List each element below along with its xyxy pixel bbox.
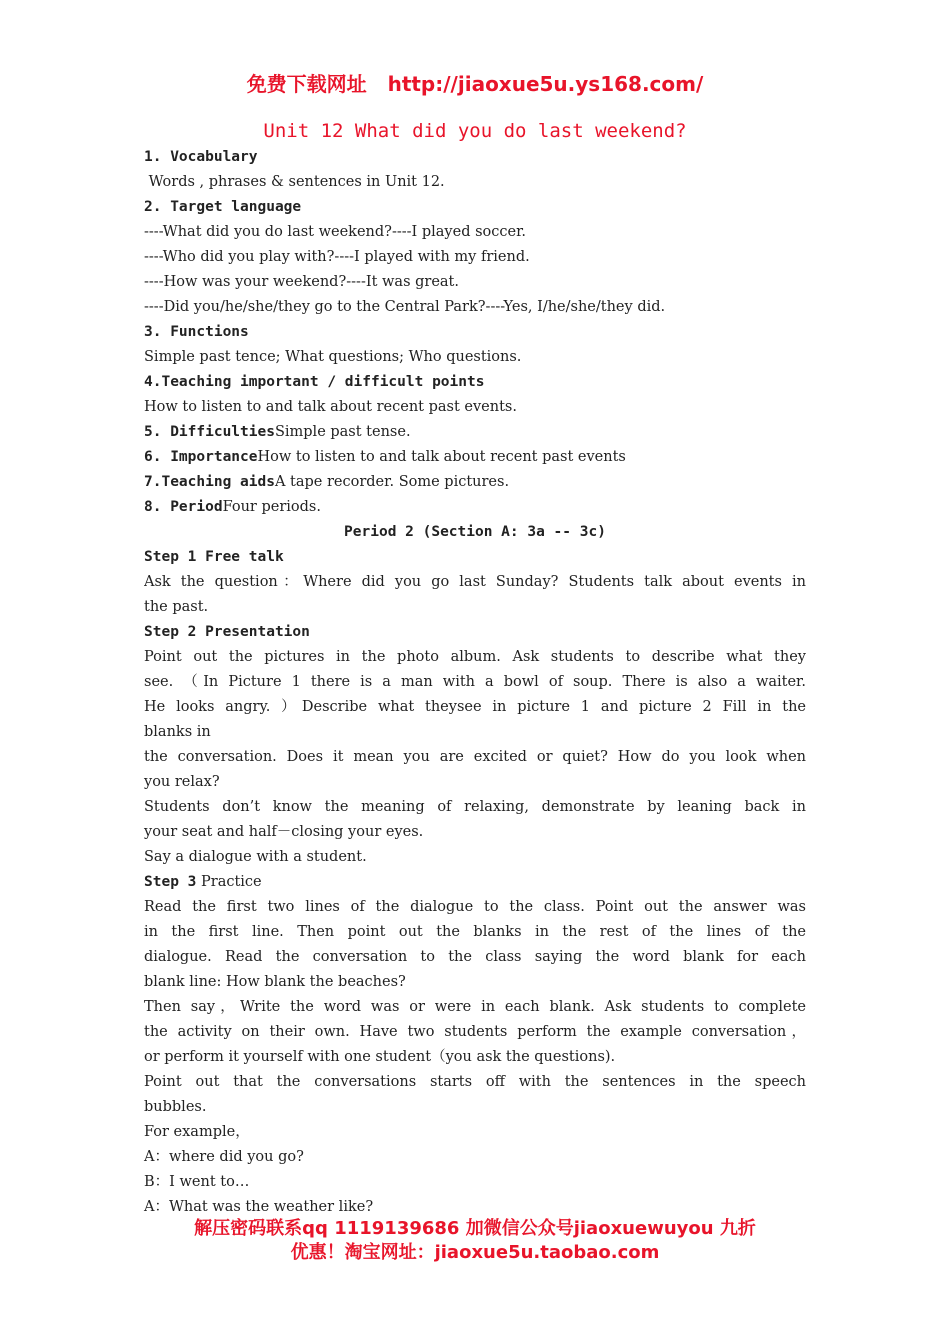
- section-functions-title: 3. Functions: [144, 324, 249, 340]
- step2-line: He looks angry. ）Describe what theysee in picture 1 and picture 2 Fill in the: [144, 699, 806, 715]
- target-answer: ----Yes, I/he/she/they did.: [485, 299, 666, 315]
- section-vocabulary-title: 1. Vocabulary: [144, 149, 258, 165]
- section-importance-text: How to listen to and talk about recent past events: [257, 449, 626, 465]
- target-answer: ----It was great.: [346, 274, 459, 290]
- step3-line: in the first line. Then point out the blanks in the rest of the lines of the: [144, 924, 806, 940]
- target-question: ----Who did you play with?: [144, 249, 335, 265]
- section-functions-text: Simple past tence; What questions; Who questions.: [144, 349, 522, 365]
- step2-line: your seat and half－closing your eyes.: [144, 824, 424, 840]
- step3-line: A：What was the weather like?: [144, 1199, 374, 1215]
- section-key-points-text: How to listen to and talk about recent past events.: [144, 399, 517, 415]
- step2-line: Students don’t know the meaning of relaxing, demonstrate by leaning back in: [144, 799, 806, 815]
- target-language-row: [144, 245, 806, 270]
- promo-footer-line2[interactable]: 优惠！淘宝网址：jiaoxue5u.taobao.com: [290, 1242, 660, 1263]
- step3-line: For example，: [144, 1124, 250, 1140]
- step3-line: bubbles.: [144, 1099, 207, 1115]
- step1-line: the past.: [144, 599, 209, 615]
- step3-label: Practice: [196, 874, 262, 890]
- step2-line: Say a dialogue with a student.: [144, 849, 367, 865]
- target-answer: ----I played soccer.: [391, 224, 527, 240]
- section-difficulties: [144, 420, 806, 445]
- target-language-row: [144, 270, 806, 295]
- download-banner[interactable]: 免费下载网址 http://jiaoxue5u.ys168.com/: [246, 72, 704, 96]
- section-importance: [144, 445, 806, 470]
- promo-footer-line1: 解压密码联系qq 1119139686 加微信公众号jiaoxuewuyou 九折: [194, 1218, 756, 1239]
- section-importance-title: 6. Importance: [144, 449, 258, 465]
- step3-line: the activity on their own. Have two students perform the example conversation，: [144, 1024, 806, 1040]
- step2-line: see. （In Picture 1 there is a man with a bowl of soup. There is also a waiter.: [144, 674, 806, 690]
- section-period-text: Four periods.: [222, 499, 321, 515]
- step1-line: Ask the question：Where did you go last Sunday? Students talk about events in: [144, 574, 806, 590]
- section-difficulties-text: Simple past tense.: [274, 424, 411, 440]
- section-teaching-aids-text: A tape recorder. Some pictures.: [274, 474, 510, 490]
- lesson-body: [144, 145, 806, 1220]
- section-target-language-title: 2. Target language: [144, 199, 302, 215]
- promo-footer: [0, 1217, 950, 1265]
- target-question: ----Did you/he/she/they go to the Central Park?: [144, 299, 486, 315]
- target-question: ----What did you do last weekend?: [144, 224, 392, 240]
- target-language-row: [144, 295, 806, 320]
- step3-line: dialogue. Read the conversation to the class saying the word blank for each: [144, 949, 806, 965]
- target-answer: ----I played with my friend.: [334, 249, 530, 265]
- section-difficulties-title: 5. Difficulties: [144, 424, 275, 440]
- section-period-title: 8. Period: [144, 499, 223, 515]
- unit-title: Unit 12 What did you do last weekend?: [263, 120, 687, 142]
- section-period: [144, 495, 806, 520]
- step3-line: or perform it yourself with one student（you ask the questions).: [144, 1049, 616, 1065]
- step2-line: you relax?: [144, 774, 220, 790]
- target-language-row: [144, 220, 806, 245]
- step3-line: Read the first two lines of the dialogue to the class. Point out the answer was: [144, 899, 806, 915]
- step3-heading: [144, 870, 806, 895]
- step2-line: Point out the pictures in the photo album. Ask students to describe what they: [144, 649, 806, 665]
- step1-title: Step 1 Free talk: [144, 549, 284, 565]
- period-heading: Period 2 (Section A: 3a -- 3c): [344, 524, 606, 540]
- step3-title: Step 3: [144, 874, 197, 890]
- section-teaching-aids: [144, 470, 806, 495]
- target-question: ----How was your weekend?: [144, 274, 347, 290]
- step2-line: the conversation. Does it mean you are excited or quiet? How do you look when: [144, 749, 806, 765]
- step3-line: A：where did you go?: [144, 1149, 304, 1165]
- section-vocabulary-text: Words , phrases & sentences in Unit 12.: [144, 174, 445, 190]
- step3-line: B：I went to…: [144, 1174, 250, 1190]
- step2-title: Step 2 Presentation: [144, 624, 310, 640]
- step3-line: Point out that the conversations starts off with the sentences in the speech: [144, 1074, 806, 1090]
- section-teaching-aids-title: 7.Teaching aids: [144, 474, 275, 490]
- step3-line: Then say，Write the word was or were in each blank. Ask students to complete: [144, 999, 806, 1015]
- section-key-points-title: 4.Teaching important / difficult points: [144, 374, 485, 390]
- step3-line: blank line: How blank the beaches?: [144, 974, 406, 990]
- step2-line: blanks in: [144, 724, 211, 740]
